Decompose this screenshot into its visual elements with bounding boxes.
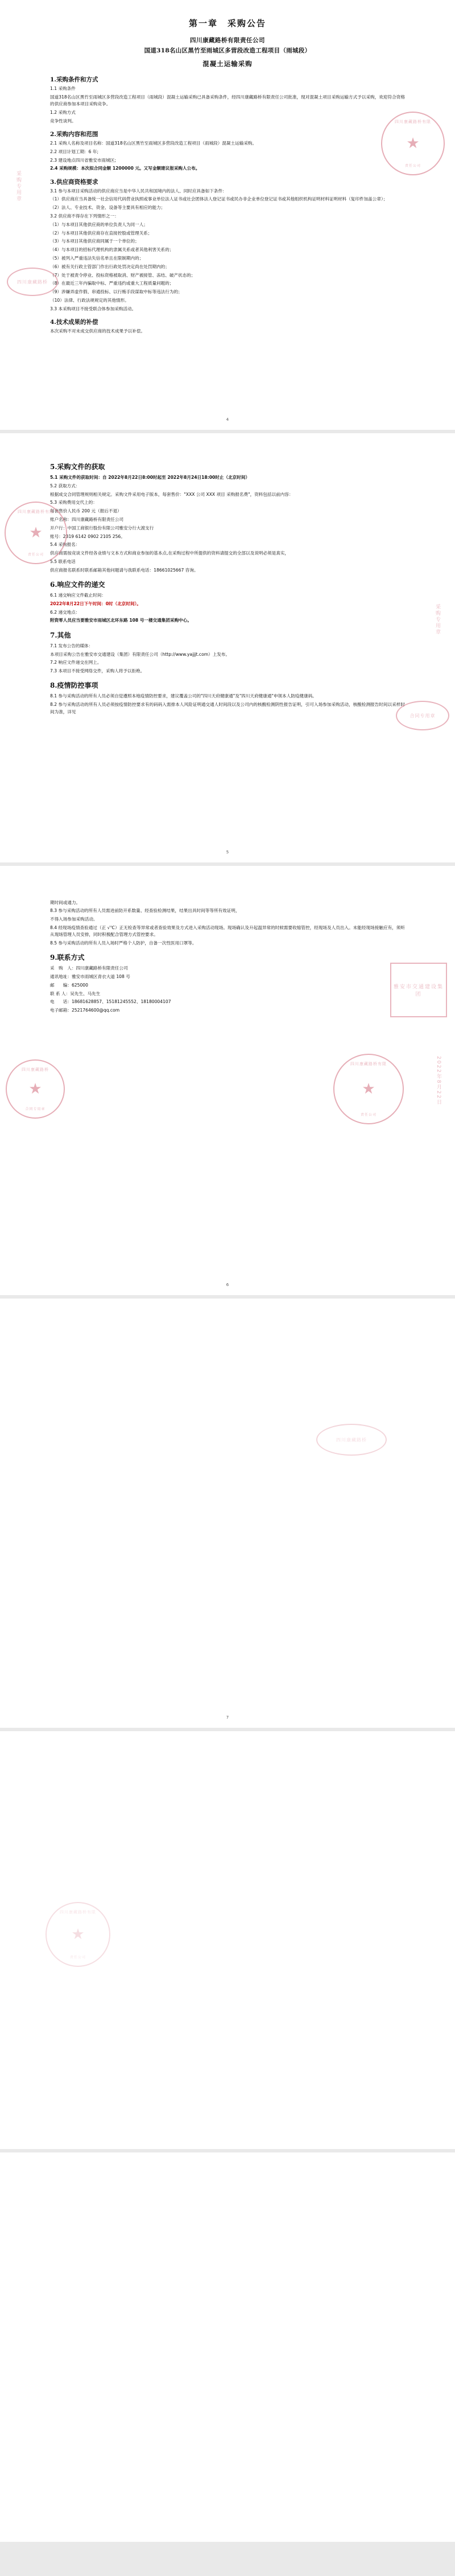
oval-seal-3 (316, 1424, 387, 1456)
section-3-item-14: 3.3 本采购项目不接受联合体参加采购活动。 (50, 306, 136, 311)
section-6-item-0: 6.1 递交响应文件截止时间： (50, 593, 106, 598)
section-2-title: 2.采购内容和范围 (50, 130, 98, 138)
section-5-item-3: 5.3 采购费用交代上的： (50, 500, 97, 506)
section-3-item-7: （4）与本项目的招标代理机构的隶属关系或者其他利害关系的； (50, 247, 174, 253)
seal-bottom-text-5: 责任公司 (69, 1955, 86, 1959)
section-5-item-2: 根据成交合同管理规则相关规定。采购文件采用电子版本，每套售价："XXX 公司 XXX 项目 采购报名费"，资料包括以前内容： (50, 491, 293, 497)
seal-bottom-text-2: 责任公司 (27, 553, 44, 557)
section-3-item-3: 3.2 供应商不得存在下列情形之一： (50, 213, 119, 219)
section-8-title: 8.疫情防控事项 (50, 681, 98, 690)
section-4-title: 4.技术成果的补偿 (50, 319, 98, 326)
section-3-item-6: （3）与本项目其他供应商同属于一个单位的； (50, 239, 139, 244)
vertical-seal-1: 采购专用章 (15, 171, 21, 202)
section-5-item-9: 供应商需按竞谈文件经各业绩与文本方式和商业参加的基本点,在采购过程中所提供的资料请提交的全部以及说明必须是真实， (50, 550, 289, 556)
section-8-item-10: 8.5 参与采购活动的所有人员入场时严格个人防护，自备一次性医用口罩等。 (50, 940, 197, 946)
section-3-item-8: （5）被列入严重违法失信名单且在限制期内的； (50, 256, 144, 261)
section-5-item-4: 每套售价人民币 200 元（报后不退） (50, 508, 122, 514)
section-8-item-0: 8.1 参与采购活动的所有人员必须自觉遵照本地疫情防控要求，建议覆盖公司的"四川天府健康通"及"四川天府健康通"申领本人防疫健康码。 (50, 693, 317, 699)
section-5-item-11: 供应商报名联系时联系邮箱其他问题请与我联系电话：18661025667 咨询。 (50, 567, 198, 573)
section-3-item-12: （9）涉嫌弄虚作假、串通投标、以行贿手段谋取中标等违法行为的； (50, 289, 183, 295)
oval-seal-text-3: 四川康藏路桥 (336, 1437, 367, 1443)
section-3-item-1: （1）供应商应当具备统一社会信用代码营业执照或事业单位法人证书或社会团体法人登记证书或民办非企业单位登记证书或其他组织机构证明材料证明材料（复印件加盖公章）； (50, 196, 388, 202)
page-number-2: 5 (226, 850, 229, 854)
seal-top-text-4: 四川康藏路桥 (22, 1067, 49, 1072)
section-9-item-0: 采 购 人：四川康藏路桥有限责任公司 (50, 966, 128, 971)
seal-top-text-1: 四川康藏路桥有限 (395, 120, 431, 124)
section-2-item-1: 2.2 项目计划工期：6 年; (50, 149, 99, 154)
section-9-item-2: 邮 编：625000 (50, 982, 88, 988)
section-7-item-2: 7.2 响应文件递交在网上。 (50, 660, 102, 665)
section-8-item-1: 8.2 参与采购活动的所有人员必须按疫情防控要求有的码码入需排本人风险证明通交通人时间段以及公司内的核酸检测阴性报告证明，引可入场参加采购活动，核酸检测报告时间以采样时间为准，详见 (50, 702, 405, 714)
chapter-title: 第一章 采购公告 (188, 18, 266, 28)
page-number-4: 7 (226, 1715, 229, 1720)
seal-bottom-text-1: 责任公司 (404, 164, 421, 168)
section-2-item-3: 2.4 采购规模：本次拟合同金额 1200000 元。又写金额建议报采购人公布。 (50, 166, 200, 171)
square-seal-text-1: 雅安市交通建设集团 (393, 984, 444, 997)
section-9-item-4: 电 话：18681628857、15181245552、18180004107 (50, 999, 171, 1005)
vertical-seal-2: 采购专用章 (435, 604, 440, 635)
section-9-item-5: 电子邮箱：2521764600@qq.com (50, 1008, 120, 1013)
section-5-item-5: 账户名称：四川康藏路桥有限责任公司 (50, 516, 124, 522)
section-5-item-7: 账号：2319 6142 0902 2105 256。 (50, 533, 125, 539)
section-3-title: 3.供应商资格要求 (50, 178, 98, 186)
page-1 (0, 0, 455, 430)
page-5 (0, 1728, 455, 2149)
subject-title: 混凝土运输采购 (202, 60, 253, 68)
seal-bottom-text-3: 责任公司 (360, 1113, 377, 1117)
section-1-item-3: 竞争性谈判。 (50, 118, 76, 124)
section-2-item-2: 2.3 建设地点四川省雅安市雨城区; (50, 157, 116, 163)
section-9-item-1: 通讯地址：雅安市雨城区青衣大道 108 号 (50, 974, 130, 980)
page-3 (0, 862, 455, 1295)
seal-top-text-2: 四川康藏路桥有限 (18, 510, 54, 514)
section-1-title: 1.采购条件和方式 (50, 76, 98, 83)
oval-seal-text-2: 合同专用章 (410, 713, 436, 718)
seal-star-icon: ★ (406, 135, 420, 152)
section-7-item-0: 7.1 发布公告的媒体： (50, 643, 93, 648)
seal-bottom-text-4: 合同专用章 (25, 1107, 46, 1111)
section-3-item-10: （7）处于被责令停业、投标资格被取消、财产被接管、冻结、破产状态的； (50, 272, 196, 278)
section-3-item-9: （6）被有关行政主管部门作出行政处罚决定尚在处罚期内的； (50, 264, 169, 269)
section-8-item-9: 8.4 经现场疫情查验通过（正 √℃）正无检查等异常或者查验效果及方式进入采购活动现场。现场确认及升起温异常的时候需要收缩管控，经现场及人员出入。未能经现场接触应有，须听从现场管理人员安排，同时积极配合管理方式管控要求。 (50, 925, 405, 938)
section-8-item-7: 8.3 参与采购活动的所有人员需进前防开系数量、经查验检测结果，结果出具时间等等所有效证明， (50, 908, 240, 914)
page-6 (0, 2149, 455, 2542)
section-5-title: 5.采购文件的获取 (50, 463, 105, 471)
section-3-item-5: （2）与本项目其他供应商存在直接控股或管理关系； (50, 230, 152, 236)
section-6-item-1: 2022年8月22日下午时间：0时（北京时间）。 (50, 601, 141, 606)
seal-star-icon-5: ★ (71, 1926, 85, 1943)
section-5-item-0: 5.1 采购文件的获取时间：自 2022年8月22日8:00时起至 2022年8月24日18:00时止（北京时间） (50, 475, 250, 480)
section-3-item-4: （1）与本项目其他供应商的单位负责人为同一人； (50, 221, 148, 227)
section-5-item-10: 5.5 联系电话 (50, 558, 76, 564)
section-3-item-0: 3.1 参与本项目采购活动的供应商应当是中华人民共和国境内的法人、同时应具备如下条件： (50, 188, 227, 194)
page-number-3: 6 (226, 1283, 229, 1287)
page-2 (0, 430, 455, 862)
oval-seal-text-1: 四川康藏路桥 (17, 279, 48, 285)
page-4 (0, 1295, 455, 1728)
date-stamp: 2022年8月22日 (436, 1056, 441, 1106)
project-name: 国道318名山区黑竹至雨城区多营段改造工程项目（雨城段） (144, 47, 311, 54)
section-3-item-11: （8）在最近三年内骗取中标、严重违约或重大工程质量问题的； (50, 281, 174, 286)
section-9-title: 9.联系方式 (50, 954, 85, 962)
section-1-item-0: 1.1 采购条件 (50, 86, 76, 91)
seal-top-text-5: 四川康藏路桥有限 (60, 1910, 96, 1914)
section-5-item-1: 5.2 获取方式： (50, 483, 80, 488)
section-8-item-8: 不得入场参加采购活动。 (50, 917, 98, 922)
section-2-item-0: 2.1 采购人名称及项目名称：国道318名山区黑竹至雨城区多营段改造工程项目（雨城段）混凝土运输采购。 (50, 140, 257, 146)
section-5-item-8: 5.4 采购报名： (50, 542, 80, 548)
page-number-1: 4 (226, 417, 229, 422)
section-7-item-3: 7.3 本项目不接受网络交件，采购人将予以拒绝。 (50, 668, 145, 674)
section-7-item-1: 本项目采购公告在雅安市交通建设（集团）有限责任公司（http://www.yajjjt.com）上发布。 (50, 651, 230, 657)
section-1-item-1: 国道318名山区黑竹至雨城区多营段改造工程项目（雨城段）混凝土运输采购已具备采购条件，经四川康藏路桥有限责任公司批准，现对混凝土项目采购运输方式予以采购，欢迎符合资格的供应商参加本项目采购竞争。 (50, 94, 405, 107)
section-3-item-13: （10）法律、行政法规规定的其他情形。 (50, 298, 129, 303)
section-8-item-6: 期时间或通力。 (50, 899, 81, 905)
company-round-seal-3 (333, 1054, 404, 1124)
section-3-item-2: （2）法人、专业技术、资金、设备等主要具有相应的能力； (50, 205, 166, 211)
company-round-seal-5 (46, 1902, 110, 1967)
company-round-seal-4 (6, 1059, 65, 1119)
section-5-item-6: 开户行：中国工商银行股份有限公司雅安分行大渡支行 (50, 525, 154, 531)
section-9-item-3: 联 系 人：吴先生、马先生 (50, 991, 101, 996)
section-7-title: 7.其他 (50, 631, 71, 639)
seal-star-icon-3: ★ (362, 1080, 375, 1098)
section-1-item-2: 1.2 采购方式 (50, 109, 76, 115)
seal-star-icon-2: ★ (29, 524, 43, 541)
org-name: 四川康藏路桥有限责任公司 (190, 37, 265, 44)
section-4-item-0: 本次采购不对未成交供应商的技术成果予以补偿。 (50, 328, 146, 334)
seal-top-text-3: 四川康藏路桥有限 (350, 1062, 387, 1066)
section-6-title: 6.响应文件的递交 (50, 581, 105, 589)
section-6-item-3: 附资零人员应当要雅安市雨城区北环东路 108 号一楼交通集团采购中心。 (50, 618, 192, 623)
seal-star-icon-4: ★ (28, 1080, 42, 1098)
section-6-item-2: 6.2 递交地点： (50, 609, 80, 615)
